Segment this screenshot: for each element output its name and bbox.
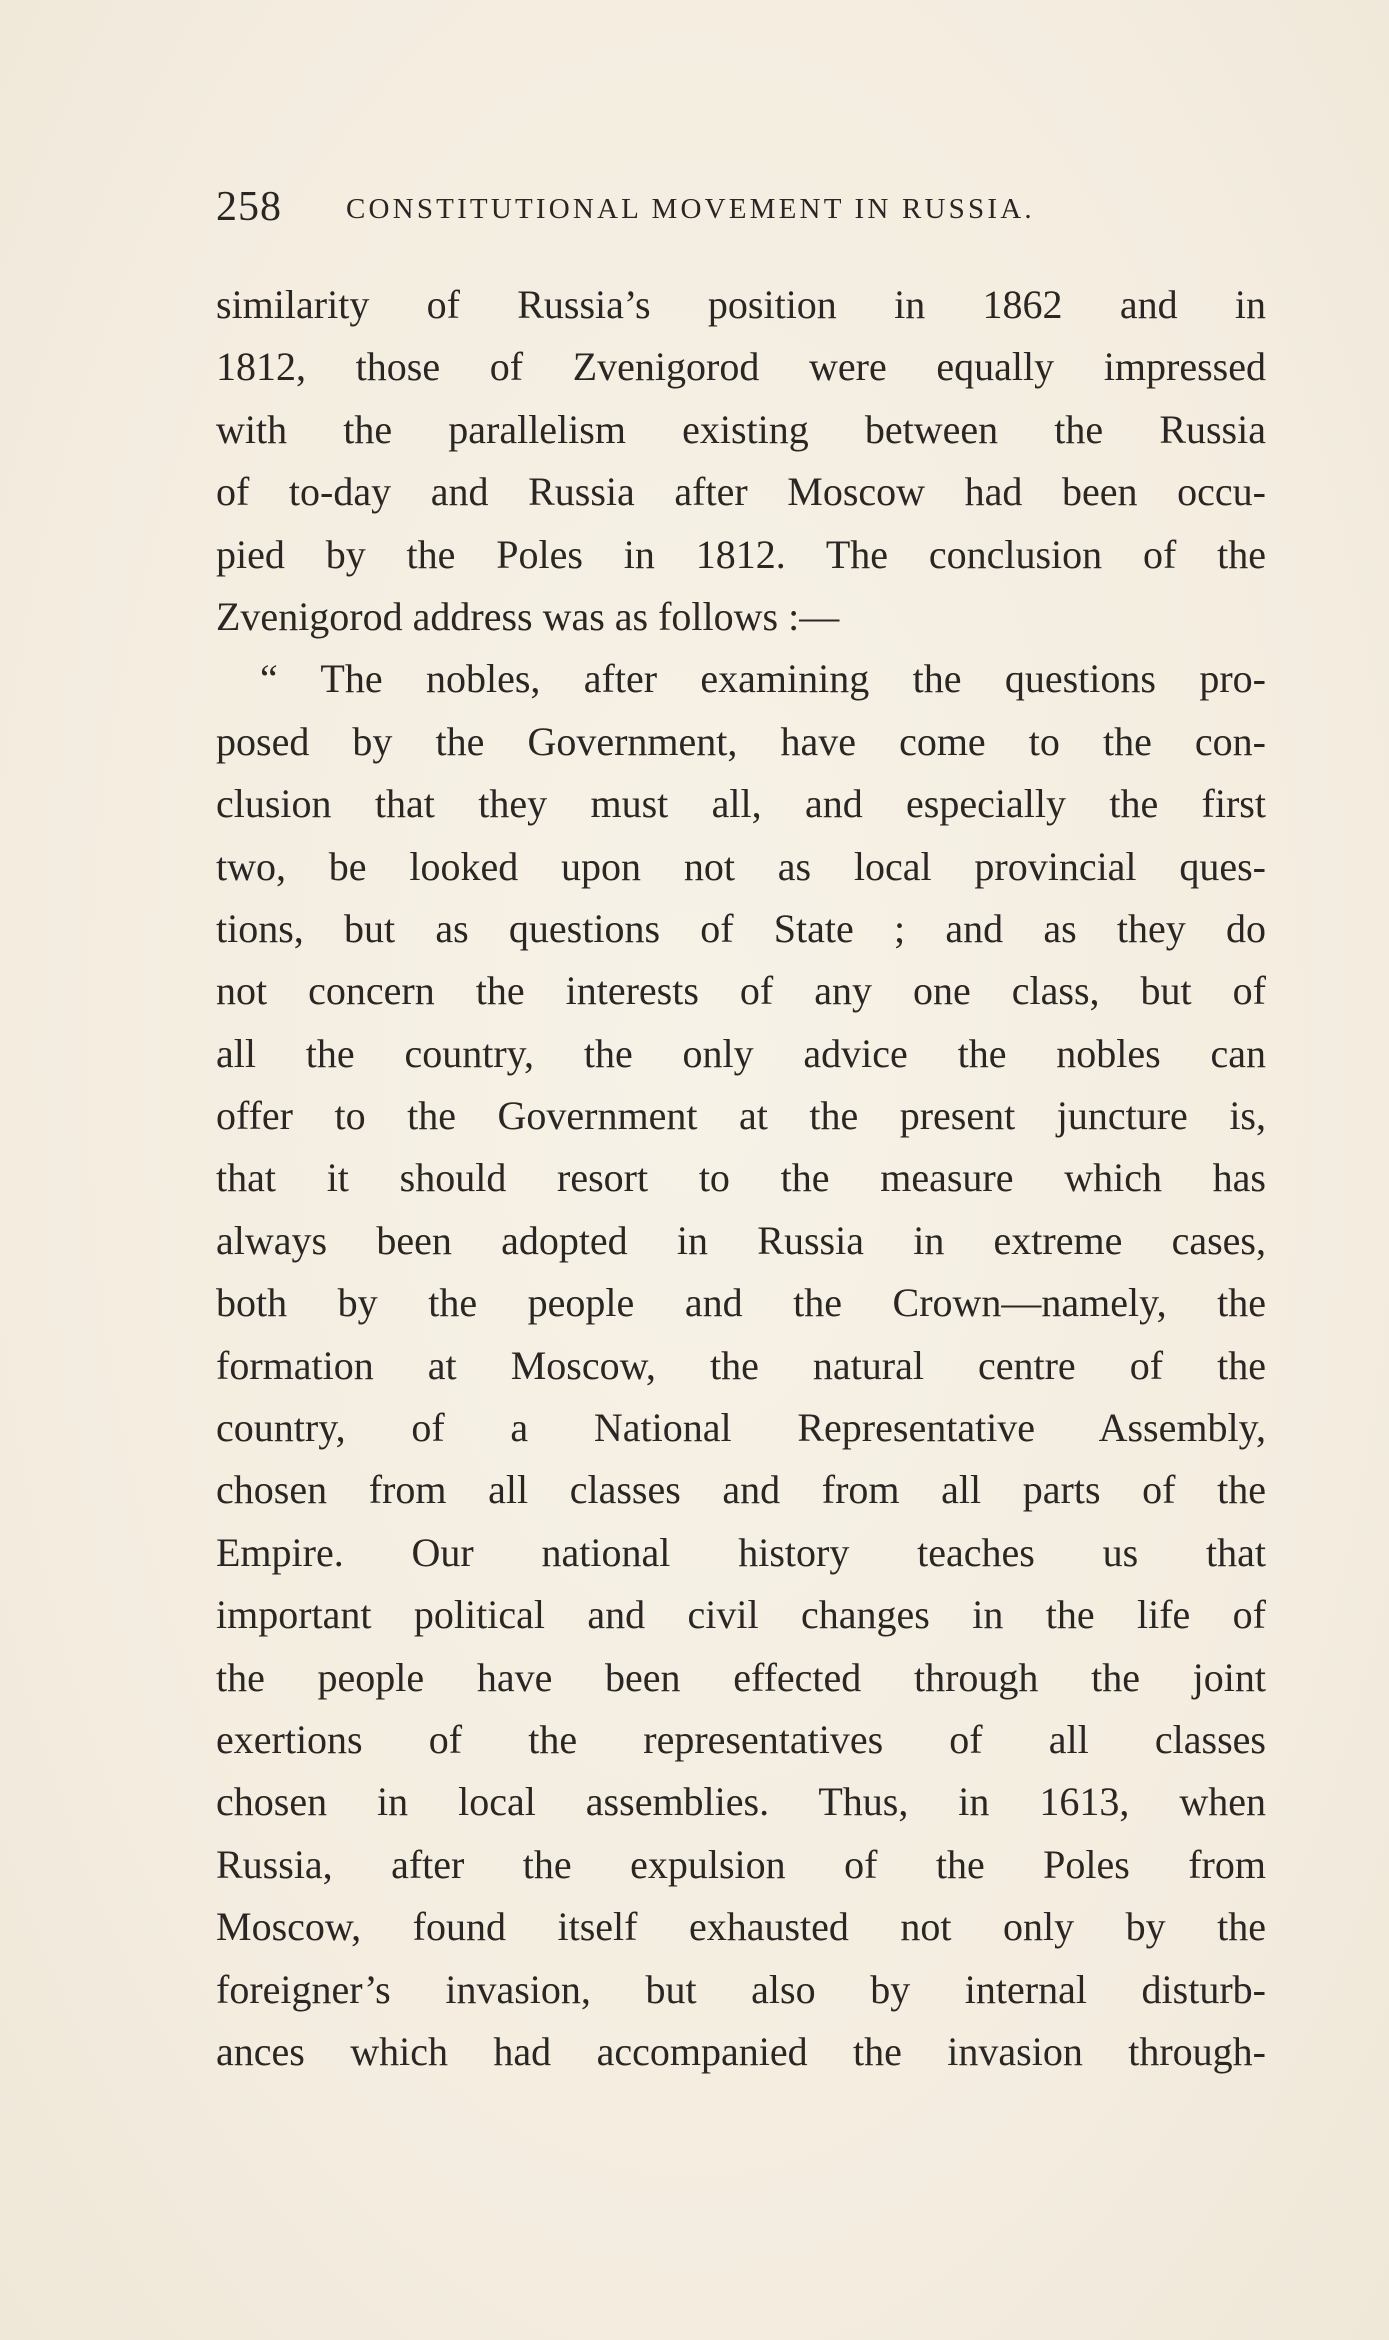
text-line: pied by the Poles in 1812. The conclusion of the xyxy=(216,531,1266,577)
text-line: both by the people and the Crown—namely, the xyxy=(216,1280,1266,1326)
text-line: chosen in local assemblies. Thus, in 1613, when xyxy=(216,1779,1266,1825)
text-line: all the country, the only advice the nobles can xyxy=(216,1030,1266,1076)
text-line: offer to the Government at the present juncture is, xyxy=(216,1093,1266,1139)
text-line: country, of a National Representative Assembly, xyxy=(216,1405,1266,1451)
text-line: chosen from all classes and from all parts of the xyxy=(216,1467,1266,1513)
text-line: the people have been effected through the joint xyxy=(216,1654,1266,1700)
text-line: two, be looked upon not as local provincial ques- xyxy=(216,843,1266,889)
text-line: Empire. Our national history teaches us that xyxy=(216,1529,1266,1575)
text-line: with the parallelism existing between the Russia xyxy=(216,406,1266,452)
text-line: important political and civil changes in the life of xyxy=(216,1592,1266,1638)
text-line: clusion that they must all, and especially the first xyxy=(216,781,1266,827)
text-line: of to-day and Russia after Moscow had been occu- xyxy=(216,469,1266,515)
text-line: that it should resort to the measure which has xyxy=(216,1155,1266,1201)
text-line: tions, but as questions of State ; and as they do xyxy=(216,905,1266,951)
text-line: similarity of Russia’s position in 1862 and in xyxy=(216,282,1266,327)
body-text xyxy=(216,274,1266,2083)
page-header xyxy=(216,183,1266,243)
text-line: “ The nobles, after examining the questions pro- xyxy=(260,656,1266,702)
page-number: 258 xyxy=(216,184,282,230)
text-line: Russia, after the expulsion of the Poles from xyxy=(216,1841,1266,1887)
text-line: posed by the Government, have come to the con- xyxy=(216,718,1266,764)
text-line: Zvenigorod address was as follows :— xyxy=(216,593,840,639)
text-line: Moscow, found itself exhausted not only by the xyxy=(216,1904,1266,1950)
text-line: formation at Moscow, the natural centre of the xyxy=(216,1342,1266,1388)
text-line: 1812, those of Zvenigorod were equally impressed xyxy=(216,344,1266,390)
text-line: ances which had accompanied the invasion through- xyxy=(216,2028,1266,2074)
text-line: always been adopted in Russia in extreme cases, xyxy=(216,1217,1266,1263)
text-line: exertions of the representatives of all classes xyxy=(216,1716,1266,1762)
text-line: foreigner’s invasion, but also by internal disturb- xyxy=(216,1966,1266,2012)
running-title: CONSTITUTIONAL MOVEMENT IN RUSSIA. xyxy=(346,193,1035,225)
text-line: not concern the interests of any one class, but of xyxy=(216,968,1266,1014)
